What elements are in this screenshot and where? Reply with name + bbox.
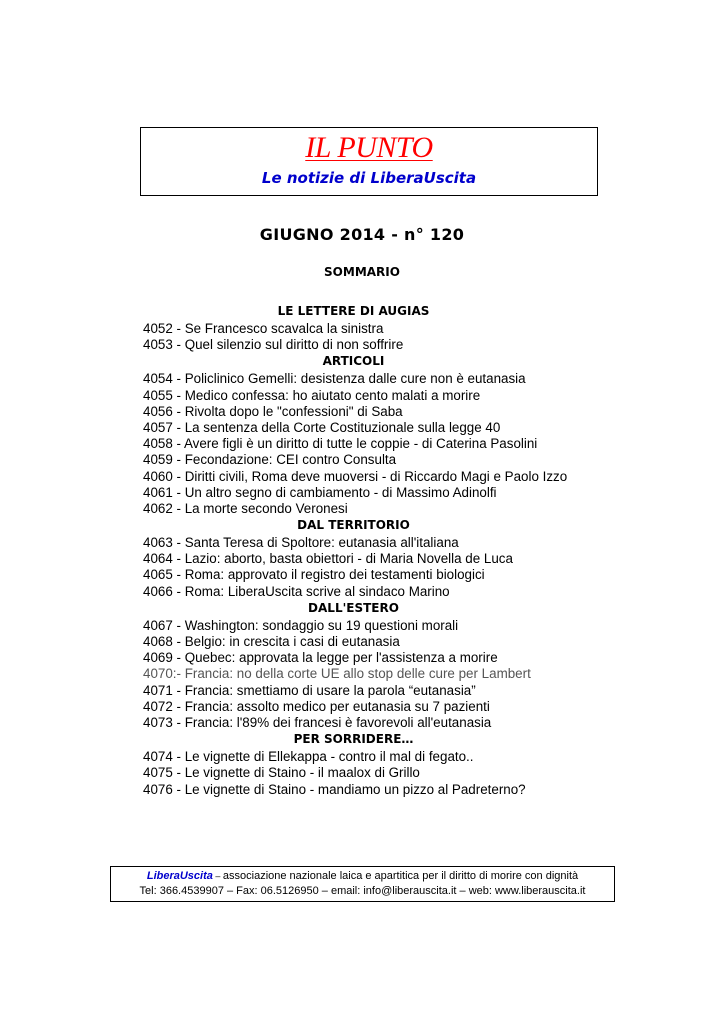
toc-entry: 4068 - Belgio: in crescita i casi di eutanasia <box>143 634 400 649</box>
toc-entry: 4054 - Policlinico Gemelli: desistenza dalle cure non è eutanasia <box>143 371 526 387</box>
footer-description: associazione nazionale laica e apartitica per il diritto di morire con dignità <box>222 870 579 882</box>
toc-entry: 4053 - Quel silenzio sul diritto di non soffrire <box>143 337 404 353</box>
section-heading-sorridere: PER SORRIDERE… <box>293 732 414 747</box>
footer-dash: – <box>212 871 223 881</box>
toc-entry: 4056 - Rivolta dopo le "confessioni" di Saba <box>143 403 403 419</box>
footer-contacts: Tel: 366.4539907 – Fax: 06.5126950 – email: info@liberauscita.it – web: www.liberauscita.it <box>139 885 586 897</box>
summary-title: SOMMARIO <box>324 265 400 279</box>
footer-box <box>110 866 615 902</box>
toc-entry: 4075 - Le vignette di Staino - il maalox di Grillo <box>143 765 420 781</box>
toc-entry: 4060 - Diritti civili, Roma deve muoversi - di Riccardo Magi e Paolo Izzo <box>143 468 568 484</box>
masthead-subtitle: Le notizie di LiberaUscita <box>261 169 477 187</box>
section-heading-territorio: DAL TERRITORIO <box>297 518 410 533</box>
section-heading-estero: DALL'ESTERO <box>308 600 399 615</box>
masthead-box <box>140 127 598 196</box>
footer-line-1 <box>111 869 614 884</box>
toc-entry: 4066 - Roma: LiberaUscita scrive al sindaco Marino <box>143 583 450 599</box>
toc-entry: 4061 - Un altro segno di cambiamento - di Massimo Adinolfi <box>143 484 497 500</box>
toc-entry: 4074 - Le vignette di Ellekappa - contro il mal di fegato.. <box>143 749 474 765</box>
section-heading-lettere: LE LETTERE DI AUGIAS <box>277 304 430 318</box>
toc-entry: 4062 - La morte secondo Veronesi <box>143 500 348 516</box>
toc-entry: 4065 - Roma: approvato il registro dei testamenti biologici <box>143 567 485 583</box>
toc-entry: 4064 - Lazio: aborto, basta obiettori - di Maria Novella de Luca <box>143 551 513 567</box>
masthead-title: IL PUNTO <box>305 131 433 164</box>
toc-entry: 4067 - Washington: sondaggio su 19 questioni morali <box>143 617 459 633</box>
toc-entry: 4055 - Medico confessa: ho aiutato cento malati a morire <box>143 387 481 403</box>
toc-entry: 4076 - Le vignette di Staino - mandiamo un pizzo al Padreterno? <box>143 781 526 797</box>
section-heading-articoli: ARTICOLI <box>322 354 385 369</box>
toc-entry-muted: 4070:- Francia: no della corte UE allo stop delle cure per Lambert <box>143 666 531 682</box>
table-of-contents <box>143 303 603 798</box>
toc-entry: 4073 - Francia: l'89% dei francesi è favorevoli all'eutanasia <box>143 714 492 730</box>
toc-entry: 4057 - La sentenza della Corte Costituzionale sulla legge 40 <box>143 419 501 435</box>
toc-entry: 4059 - Fecondazione: CEI contro Consulta <box>143 452 397 468</box>
issue-heading: GIUGNO 2014 - n° 120 <box>259 225 465 244</box>
toc-entry: 4058 - Avere figli è un diritto di tutte le coppie - di Caterina Pasolini <box>143 436 538 452</box>
toc-entry: 4063 - Santa Teresa di Spoltore: eutanasia all'italiana <box>143 535 459 551</box>
toc-entry: 4052 - Se Francesco scavalca la sinistra <box>143 321 384 336</box>
toc-entry: 4069 - Quebec: approvata la legge per l'assistenza a morire <box>143 650 498 666</box>
toc-entry: 4071 - Francia: smettiamo di usare la parola “eutanasia” <box>143 682 476 698</box>
toc-entry: 4072 - Francia: assolto medico per eutanasia su 7 pazienti <box>143 698 490 714</box>
footer-brand: LiberaUscita <box>146 870 213 882</box>
